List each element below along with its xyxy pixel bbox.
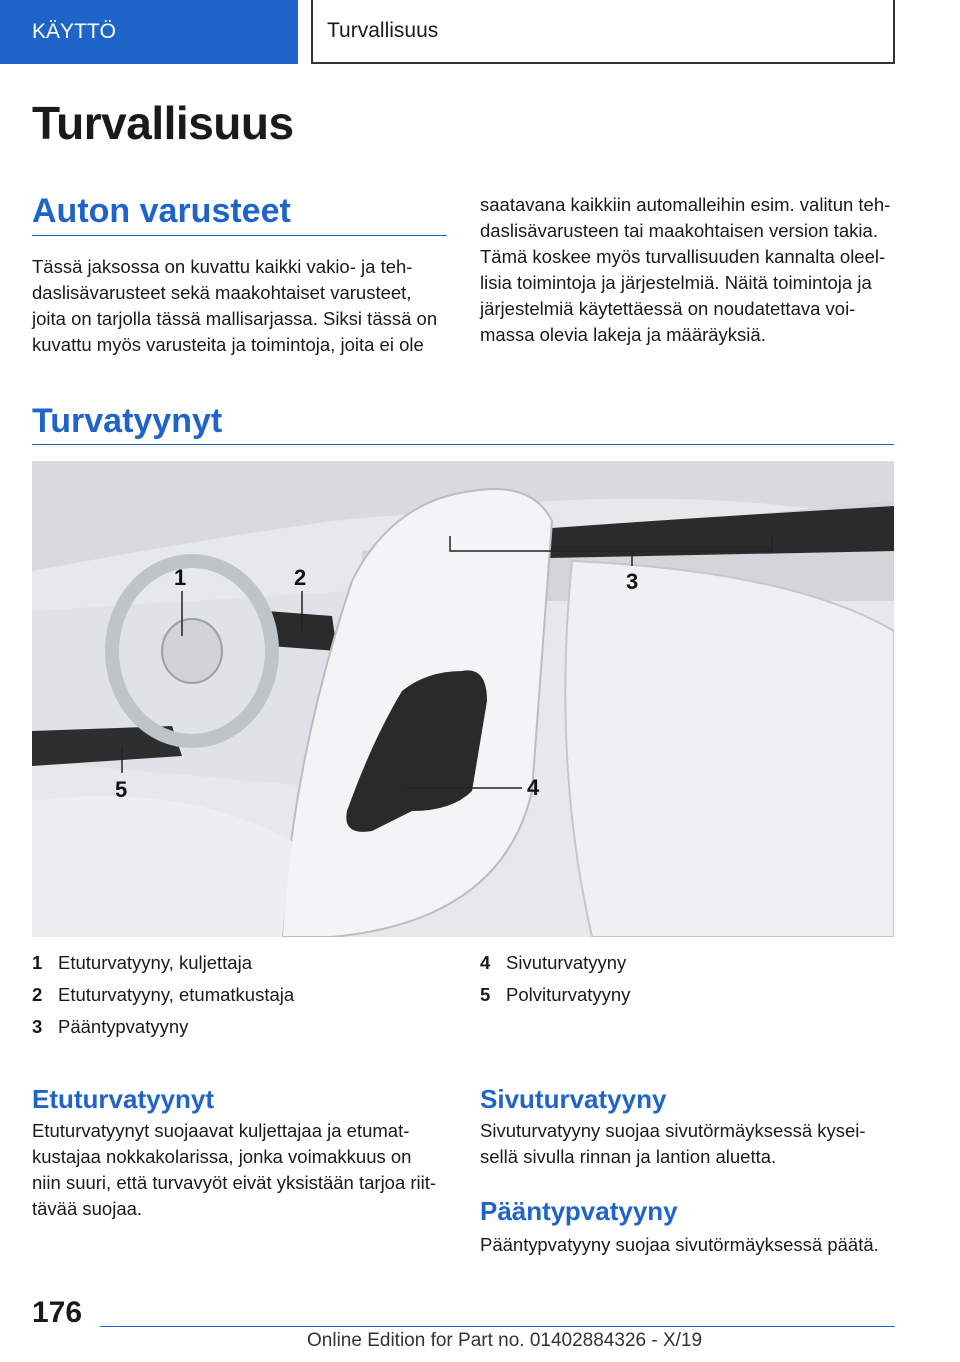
legend-number: 3 (32, 1016, 43, 1037)
legend-text: Sivuturvatyyny (506, 952, 627, 973)
section-label: KÄYTTÖ (32, 20, 117, 43)
equipment-text-col1 (32, 254, 452, 358)
legend-item (32, 979, 452, 1011)
airbag-illustration (32, 461, 894, 937)
text-line: Tässä jaksossa on kuvattu kaikki vakio- ja teh- (32, 256, 413, 277)
footer-edition: Online Edition for Part no. 01402884326 - X/19 (307, 1330, 703, 1351)
legend-col1 (32, 947, 452, 1043)
text-line: joita on tarjolla tässä mallisarjassa. Siksi tässä on (32, 308, 438, 329)
callout-4: 4 (527, 775, 540, 800)
text-line: sellä sivulla rinnan ja lantion aluetta. (480, 1146, 777, 1167)
heading-rule (32, 444, 894, 445)
heading-equipment: Auton varusteet (32, 192, 291, 230)
text-line: niin suuri, että turvavyöt eivät yksistään tarjoa riit- (32, 1172, 437, 1193)
callout-3: 3 (626, 569, 639, 594)
heading-airbags: Turvatyynyt (32, 402, 223, 440)
text-line: lisia toimintoja ja järjestelmiä. Näitä toimintoja ja (480, 272, 872, 293)
legend-text: Etuturvatyyny, etumatkustaja (58, 984, 295, 1005)
car-interior-drawing (32, 461, 894, 937)
text-line: massa olevia lakeja ja määräyksiä. (480, 324, 766, 345)
section-tab (0, 0, 298, 64)
front-airbags-text (32, 1118, 452, 1222)
legend-item (32, 947, 452, 979)
footer-rule (100, 1326, 895, 1327)
text-line: Sivuturvatyyny suojaa sivutörmäyksessä kysei- (480, 1120, 866, 1141)
text-line: Tämä koskee myös turvallisuuden kannalta oleel- (480, 246, 886, 267)
text-line: kuvattu myös varusteita ja toimintoja, joita ei ole (32, 334, 424, 355)
callout-1: 1 (174, 565, 187, 590)
heading-front-airbags: Etuturvatyynyt (32, 1084, 215, 1114)
text-line: saatavana kaikkiin automalleihin esim. valitun teh- (480, 194, 891, 215)
heading-side-airbag: Sivuturvatyyny (480, 1084, 667, 1114)
legend-number: 2 (32, 984, 43, 1005)
legend-text: Polviturvatyyny (506, 984, 631, 1005)
chapter-label: Turvallisuus (327, 19, 439, 42)
legend-item (32, 1011, 452, 1043)
side-airbag-text (480, 1118, 900, 1170)
equipment-text-col2 (480, 192, 900, 348)
text-line: Etuturvatyynyt suojaavat kuljettajaa ja etumat- (32, 1120, 410, 1141)
head-airbag-text (480, 1232, 900, 1258)
callout-5: 5 (115, 777, 128, 802)
legend-item (480, 947, 900, 979)
legend-number: 4 (480, 952, 491, 973)
text-line: daslisävarusteet sekä maakohtaiset varusteet, (32, 282, 412, 303)
heading-rule (32, 235, 447, 236)
text-line: daslisävarusteen tai maakohtaisen version takia. (480, 220, 878, 241)
legend-text: Pääntурvatyyny (58, 1016, 189, 1037)
page-title: Turvallisuus (32, 97, 294, 149)
legend-number: 5 (480, 984, 491, 1005)
legend-number: 1 (32, 952, 43, 973)
text-line: Pääntурvatyyny suojaa sivutörmäyksessä päätä. (480, 1234, 879, 1255)
text-line: tävää suojaa. (32, 1198, 143, 1219)
callout-2: 2 (294, 565, 307, 590)
legend-item (480, 979, 900, 1011)
legend-text: Etuturvatyyny, kuljettaja (58, 952, 252, 973)
page-number: 176 (32, 1296, 83, 1329)
text-line: kustajaa nokkakolarissa, jonka voimakkuus on (32, 1146, 412, 1167)
heading-head-airbag: Pääntурvatyyny (480, 1196, 678, 1226)
chapter-tab (311, 0, 895, 64)
legend-col2 (480, 947, 900, 1011)
text-line: järjestelmiä käytettäessä on noudatettava voi- (480, 298, 856, 319)
